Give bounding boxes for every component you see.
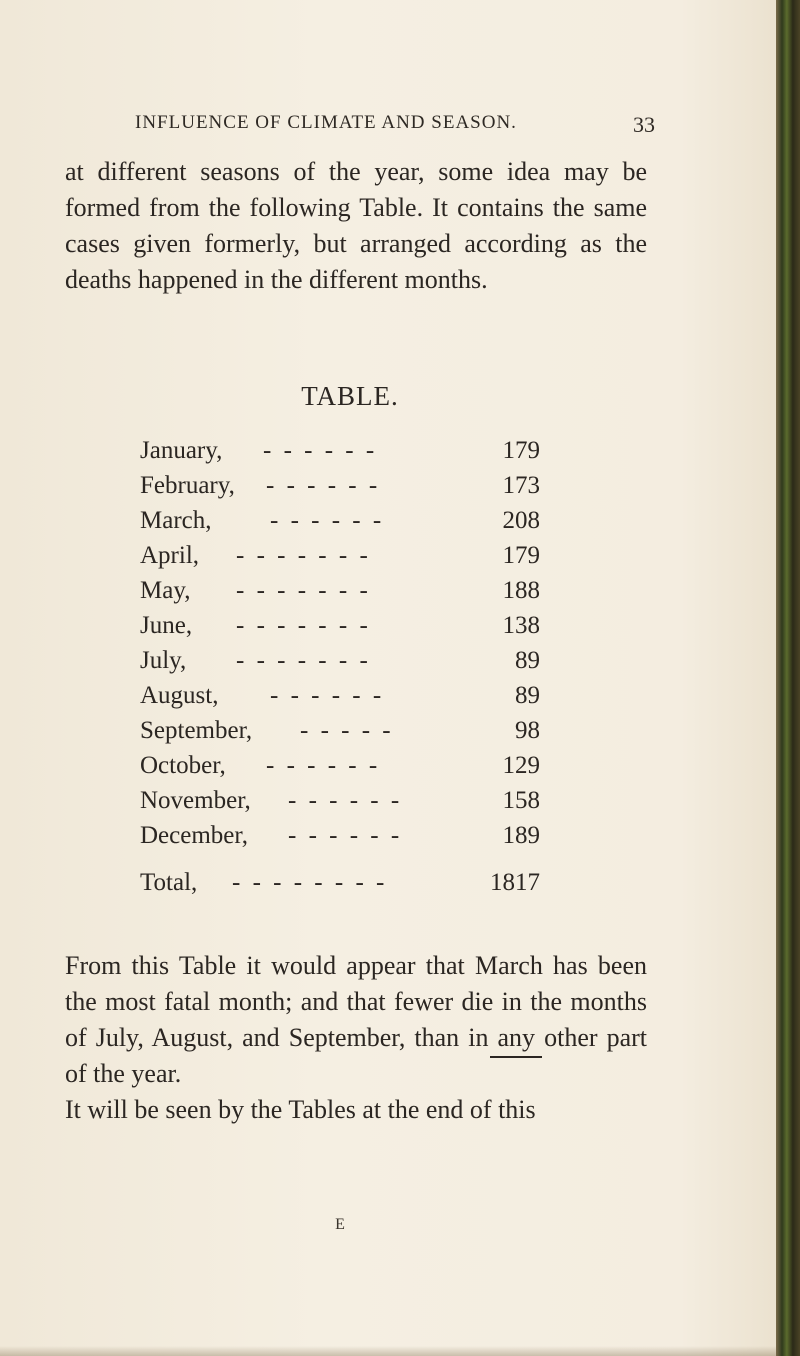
death-count: 173 [502, 472, 540, 499]
total-label: Total, [140, 869, 198, 896]
table-row-total [140, 866, 540, 900]
death-count: 129 [502, 752, 540, 779]
table-row-november [140, 784, 540, 818]
page-header [135, 112, 655, 142]
dot-leader: - - - - - - - [236, 542, 371, 569]
table-row-january [140, 434, 540, 468]
death-count: 89 [515, 647, 540, 674]
month-label: October, [140, 752, 226, 779]
dot-leader: - - - - - - [288, 787, 403, 814]
death-count: 189 [502, 822, 540, 849]
table-row-june [140, 609, 540, 643]
month-label: June, [140, 612, 193, 639]
table-row-march [140, 504, 540, 538]
month-label: September, [140, 717, 253, 744]
intro-paragraph: at different seasons of the year, some idea may be formed from the following Table. It contains the same cases given formerly, but arranged according as the deaths happened in the different months. [65, 157, 647, 294]
dot-leader: - - - - - - - [236, 647, 371, 674]
signature-mark: E [335, 1216, 345, 1233]
continuation-text: It will be seen by the Tables at the end of this [65, 1095, 536, 1124]
month-label: November, [140, 787, 251, 814]
death-count: 89 [515, 682, 540, 709]
death-count: 179 [502, 542, 540, 569]
table-row-december [140, 819, 540, 853]
table-title: TABLE. [301, 381, 399, 411]
table-row-september [140, 714, 540, 748]
book-binding [776, 0, 800, 1356]
month-label: April, [140, 542, 200, 569]
dot-leader: - - - - - - - - [232, 869, 388, 896]
dot-leader: - - - - - [300, 717, 394, 744]
page-number: 33 [633, 112, 655, 137]
page-bottom-edge [0, 1346, 776, 1356]
death-count: 98 [515, 717, 540, 744]
dot-leader: - - - - - - [266, 472, 381, 499]
month-label: May, [140, 577, 191, 604]
month-label: July, [140, 647, 187, 674]
month-label: January, [140, 437, 223, 464]
month-label: March, [140, 507, 212, 534]
month-label: February, [140, 472, 235, 499]
table-row-february [140, 469, 540, 503]
running-head: INFLUENCE OF CLIMATE AND SEASON. [135, 112, 517, 133]
dot-leader: - - - - - - [288, 822, 403, 849]
death-count: 158 [502, 787, 540, 814]
death-count: 138 [502, 612, 540, 639]
table-row-may [140, 574, 540, 608]
dot-leader: - - - - - - [270, 682, 385, 709]
table-row-august [140, 679, 540, 713]
dot-leader: - - - - - - [263, 437, 378, 464]
table-row-october [140, 749, 540, 783]
dot-leader: - - - - - - [266, 752, 381, 779]
dot-leader: - - - - - - - [236, 612, 371, 639]
month-label: December, [140, 822, 248, 849]
total-count: 1817 [490, 869, 540, 896]
table-row-april [140, 539, 540, 573]
death-count: 179 [502, 437, 540, 464]
dot-leader: - - - - - - - [236, 577, 371, 604]
table-row-july [140, 644, 540, 678]
dot-leader: - - - - - - [270, 507, 385, 534]
conclusion-text: From this Table it would appear that March has been the most fatal month; and that fewer die in the months of July, August, and September, than in any other part of the year. [65, 951, 647, 1088]
conclusion-paragraph [65, 948, 647, 1128]
death-count: 188 [502, 577, 540, 604]
month-label: August, [140, 682, 219, 709]
death-count: 208 [502, 507, 540, 534]
